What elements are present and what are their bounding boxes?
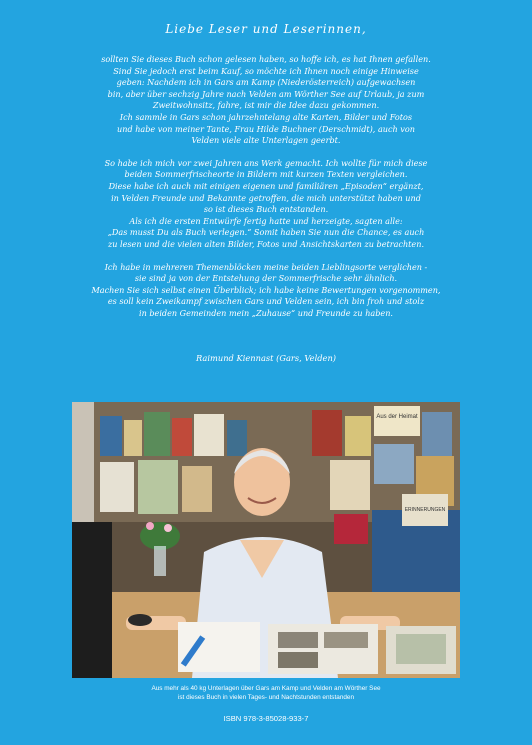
- text-line: „Das musst Du als Buch verlegen.“ Somit haben Sie nun die Chance, es auch: [107, 227, 425, 238]
- text-line: und habe von meiner Tante, Frau Hilde Buchner (Derschmidt), auch von: [117, 123, 415, 134]
- book-title-heimat: Aus der Heimat: [376, 414, 418, 420]
- author-photo: [72, 402, 460, 678]
- paragraph-3: [40, 262, 492, 320]
- text-line: zu lesen und die vielen alten Bilder, Fotos und Ansichtskarten zu betrachten.: [107, 238, 425, 249]
- text-line: Sind Sie jedoch erst beim Kauf, so möchte ich Ihnen noch einige Hinweise: [113, 65, 419, 76]
- text-line: Machen Sie sich selbst einen Überblick; ich habe keine Bewertungen vorgenommen,: [91, 284, 441, 295]
- open-folders: [178, 622, 456, 674]
- text-line: bin, aber über sechzig Jahre nach Velden am Wörther See auf Urlaub, ja zum: [107, 88, 425, 99]
- text-line: Zweitwohnsitz, fahre, ist mir die Idee dazu gekommen.: [152, 100, 380, 111]
- text-line: Diese habe ich auch mit einigen eigenen und familiären „Episoden“ ergänzt,: [108, 180, 424, 191]
- text-line: geben: Nachdem ich in Gars am Kamp (Niederösterreich) aufgewachsen: [116, 77, 416, 88]
- text-line: sollten Sie dieses Buch schon gelesen haben, so hoffe ich, es hat Ihnen gefallen.: [101, 54, 431, 64]
- caption-line: Aus mehr als 40 kg Unterlagen über Gars am Kamp und Velden am Wörther See: [151, 685, 381, 692]
- text-line: beiden Sommerfrischeorte in Bildern mit kurzen Texten vergleichen.: [124, 169, 408, 180]
- greeting-title: Liebe Leser und Leserinnen,: [165, 22, 367, 36]
- text-line: in Velden Freunde und Bekannte getroffen, die mich unterstützt haben und: [111, 192, 421, 203]
- isbn-number: ISBN 978-3-85028-933-7: [223, 714, 309, 723]
- text-line: Velden viele alte Unterlagen geerbt.: [191, 135, 341, 146]
- letter-body: [40, 54, 492, 330]
- text-line: Ich habe in mehreren Themenblöcken meine beiden Lieblingsorte verglichen -: [104, 261, 428, 272]
- caption-line: ist dieses Buch in vielen Tages- und Nachtstunden entstanden: [177, 694, 355, 701]
- text-line: es soll kein Zweikampf zwischen Gars und Velden sein, ich bin froh und stolz: [107, 296, 425, 307]
- author-signature: Raimund Kiennast (Gars, Velden): [195, 353, 337, 363]
- text-line: So habe ich mich vor zwei Jahren ans Werk gemacht. Ich wollte für mich diese: [104, 157, 428, 168]
- paragraph-1: [40, 54, 492, 147]
- book-title-erinnerungen: ERINNERUNGEN: [404, 507, 446, 513]
- text-line: sie sind ja von der Entstehung der Sommerfrische sehr ähnlich.: [134, 273, 398, 284]
- paragraph-2: [40, 158, 492, 251]
- text-line: Als ich die ersten Entwürfe fertig hatte und herzeigte, sagten alle:: [129, 215, 403, 226]
- text-line: Ich sammle in Gars schon jahrzehntelang alte Karten, Bilder und Fotos: [119, 111, 413, 122]
- photo-caption: [0, 684, 532, 702]
- text-line: so ist dieses Buch entstanden.: [203, 204, 329, 215]
- text-line: in beiden Gemeinden mein „Zuhause“ und Freunde zu haben.: [138, 307, 393, 318]
